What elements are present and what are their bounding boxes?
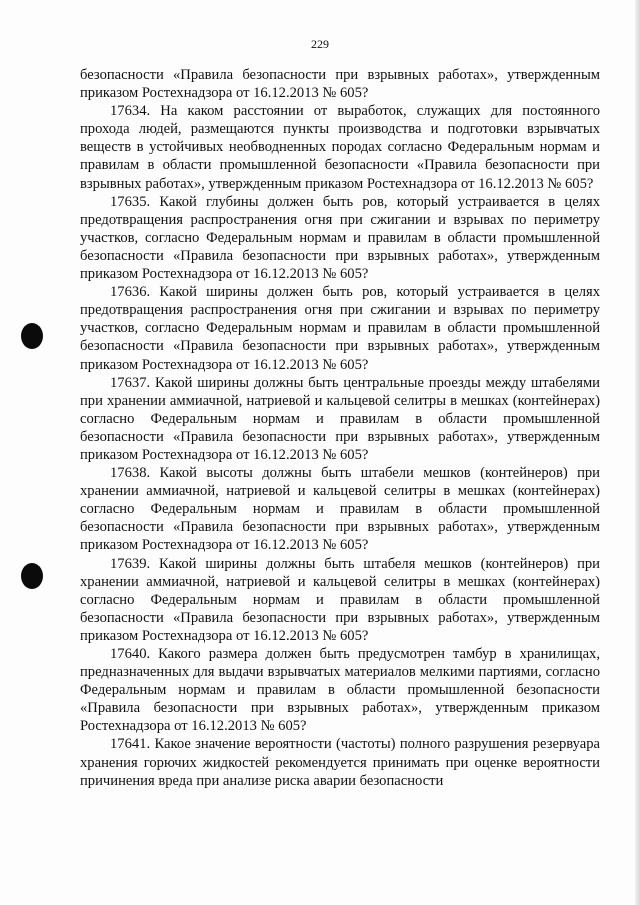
question-17641: 17641. Какое значение вероятности (частоты) полного разрушения резервуара хранения горючих жидкостей рекомендуется принимать при оценке вероятности причинения вреда при анализе риска аварии безопасности bbox=[80, 736, 600, 789]
question-17638: 17638. Какой высоты должны быть штабели мешков (контейнеров) при хранении аммиачной, натриевой и кальцевой селитры в мешках (контейнерах) согласно Федеральным нормам и правилам в области промышленной безопасности «Правила безопасности при взрывных работах», утвержденным приказом Ростехнадзора от 16.12.2013 № 605? bbox=[80, 465, 600, 554]
question-17635: 17635. Какой глубины должен быть ров, который устраивается в целях предотвращения распространения огня при сжигании и взрывах по периметру участков, согласно Федеральным нормам и правилам в области промышленной безопасности «Правила безопасности при взрывных работах», утвержденным приказом Ростехнадзора от 16.12.2013 № 605? bbox=[80, 193, 600, 283]
question-17640: 17640. Какого размера должен быть предусмотрен тамбур в хранилищах, предназначенных для выдачи взрывчатых материалов мелкими партиями, согласно Федеральным нормам и правилам в области промышленной безопасности «Правила безопасности при взрывных работах», утвержденным приказом Ростехнадзора от 16.12.2013 № 605? bbox=[80, 646, 600, 735]
question-17637: 17637. Какой ширины должны быть центральные проезды между штабелями при хранении аммиачной, натриевой и кальцевой селитры в мешках (контейнерах) согласно Федеральным нормам и правилам в области промышленной безопасности «Правила безопасности при взрывных работах», утвержденным приказом Ростехнадзора от 16.12.2013 № 605? bbox=[80, 374, 600, 463]
question-17634: 17634. На каком расстоянии от выработок, служащих для постоянного прохода людей, размещаются пункты производства и подготовки взрывчатых веществ в устойчивых необводненных породах согласно Федеральным нормам и правилам в области промышленной безопасности «Правила безопасности при взрывных работах», утвержденным приказом Ростехнадзора от 16.12.2013 № 605? bbox=[80, 103, 600, 192]
document-body bbox=[80, 66, 600, 790]
punch-hole-lower bbox=[21, 563, 43, 589]
question-17636: 17636. Какой ширины должен быть ров, который устраивается в целях предотвращения распространения огня при сжигании и взрывах по периметру участков, согласно Федеральным нормам и правилам в области промышленной безопасности «Правила безопасности при взрывных работах», утвержденным приказом Ростехнадзора от 16.12.2013 № 605? bbox=[80, 284, 600, 373]
paragraph-continuation: безопасности «Правила безопасности при взрывных работах», утвержденным приказом Ростехнадзора от 16.12.2013 № 605? bbox=[80, 67, 600, 102]
page-number: 229 bbox=[311, 37, 329, 51]
page-edge-shadow bbox=[635, 0, 640, 905]
question-17639: 17639. Какой ширины должны быть штабеля мешков (контейнеров) при хранении аммиачной, натриевой и кальцевой селитры в мешках (контейнерах) согласно Федеральным нормам и правилам в области промышленной безопасности «Правила безопасности при взрывных работах», утвержденным приказом Ростехнадзора от 16.12.2013 № 605? bbox=[80, 555, 600, 644]
punch-hole-upper bbox=[21, 323, 43, 349]
